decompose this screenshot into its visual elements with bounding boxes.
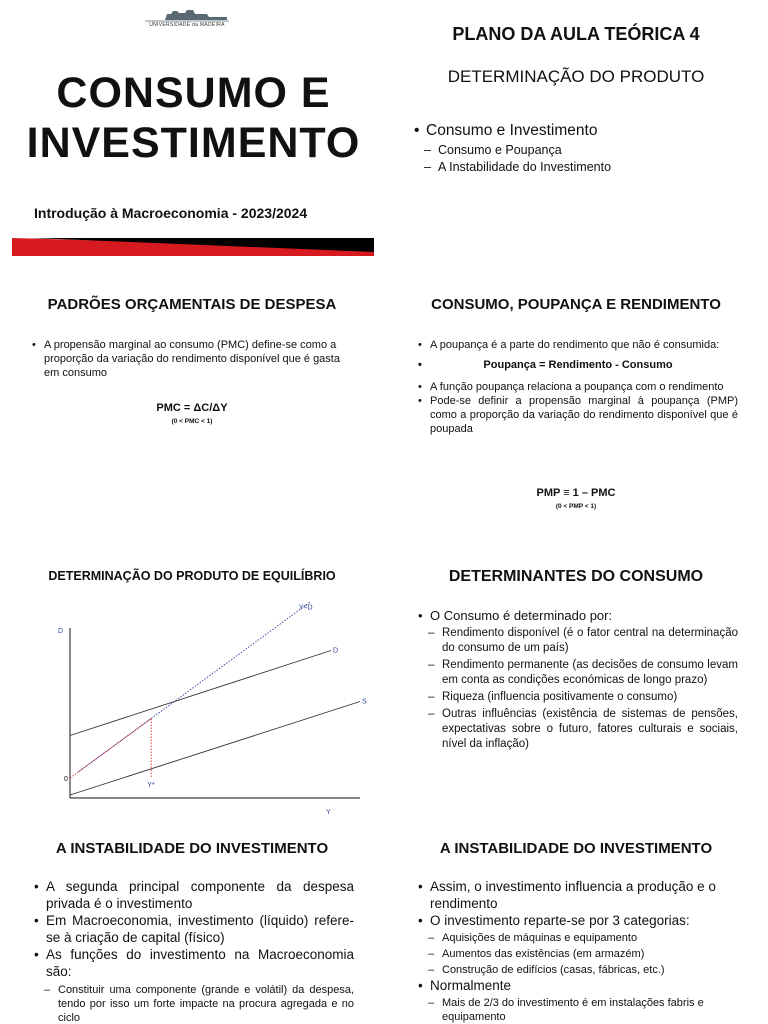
- series-line-y-equals-d: [79, 602, 311, 772]
- title-line-1: CONSUMO E: [56, 69, 331, 117]
- list-item: • As funções do investimento na Macroeconomia são:: [34, 946, 354, 980]
- series-label-s: S: [362, 698, 367, 706]
- main-title: [26, 68, 361, 168]
- list-item: • A poupança é a parte do rendimento que não é consumida:: [418, 338, 738, 352]
- list-item: • Assim, o investimento influencia a produção e o rendimento: [418, 878, 738, 912]
- slide-title: DETERMINAÇÃO DO PRODUTO DE EQUILÍBRIO: [48, 569, 336, 583]
- list-subitem: – Construção de edifícios (casas, fábricas, etc.): [418, 963, 738, 977]
- list-subitem: – Rendimento disponível (é o fator central na determinação do consumo de um país): [418, 626, 738, 656]
- list-item: • Consumo e Investimento: [414, 122, 758, 140]
- list-item: • Normalmente: [418, 977, 738, 994]
- pmc-formula-note: (0 < PMC < 1): [171, 418, 213, 425]
- course-subtitle: Introdução à Macroeconomia - 2023/2024: [34, 205, 308, 221]
- slide-title: A INSTABILIDADE DO INVESTIMENTO: [55, 840, 329, 857]
- series-label-y-equals-d: Y=D: [298, 604, 313, 612]
- list-item: • O investimento reparte-se por 3 categorias:: [418, 912, 738, 929]
- list-item: • O Consumo é determinado por:: [418, 608, 738, 624]
- list-subitem: – Constituir uma componente (grande e volátil) da despesa, tendo por isso um forte impacte na procura agregada e no ciclo: [34, 983, 354, 1024]
- equilibrium-chart-slide: [0, 560, 384, 816]
- list-subitem: – Rendimento permanente (as decisões de consumo levam em conta as condições económicas de longo prazo): [418, 658, 738, 688]
- list-item: • Em Macroeconomia, investimento (líquido) refere-se à criação de capital (físico): [34, 912, 354, 946]
- slide-title: PADRÕES ORÇAMENTAIS DE DESPESA: [47, 296, 337, 313]
- pmp-formula: PMP ≡ 1 – PMC: [536, 487, 616, 499]
- x-axis-label: Y: [326, 809, 331, 816]
- equilibrium-label: Y*: [147, 782, 155, 789]
- series-line-s: [70, 702, 360, 796]
- series-line-d: [70, 651, 331, 736]
- list-item: • A segunda principal componente da despesa privada é o investimento: [34, 878, 354, 912]
- pmc-formula: PMC = ΔC/ΔY: [156, 402, 228, 414]
- list-item: • A propensão marginal ao consumo (PMC) define-se como a proporção da variação do rendimento disponível que é gasta em consumo: [32, 338, 354, 380]
- bullet-list: [32, 338, 354, 380]
- lesson-plan-slide: [384, 0, 768, 256]
- list-item: • Pode-se definir a propensão marginal à poupança (PMP) como a proporção da variação do rendimento disponível que é poupada: [418, 394, 738, 436]
- decorative-banner: [12, 238, 374, 256]
- bullet-list: [418, 878, 738, 1024]
- slide-title: A INSTABILIDADE DO INVESTIMENTO: [439, 840, 713, 857]
- plan-list: [414, 122, 758, 174]
- y-axis-label: D: [58, 628, 64, 635]
- consumption-determinants-slide: [384, 560, 768, 816]
- savings-formula: • Poupança = Rendimento - Consumo: [418, 358, 738, 372]
- investment-instability-slide-2: [384, 830, 768, 1024]
- origin-label: 0: [64, 776, 68, 783]
- savings-slide: [384, 280, 768, 536]
- list-subitem: – Consumo e Poupança: [414, 143, 758, 157]
- list-subitem: – Outras influências (existência de sistemas de pensões, expectativas sobre o futuro, fatores culturais e sociais, nível da inflação): [418, 707, 738, 752]
- logo-text: UNIVERSIDADE da MADEIRA: [149, 22, 225, 28]
- slide-title: DETERMINANTES DO CONSUMO: [448, 568, 704, 585]
- slide-title: CONSUMO, POUPANÇA E RENDIMENTO: [431, 296, 721, 313]
- pmp-formula-note: (0 < PMP < 1): [555, 503, 597, 510]
- list-item: • A função poupança relaciona a poupança com o rendimento: [418, 380, 738, 394]
- logo-graphic: [145, 8, 229, 22]
- series-label-d: D: [333, 647, 339, 655]
- budget-patterns-slide: [0, 280, 384, 536]
- bullet-list: [418, 608, 738, 752]
- slide-title: PLANO DA AULA TEÓRICA 4: [452, 24, 700, 44]
- university-logo: [145, 8, 229, 30]
- list-subitem: – Aquisições de máquinas e equipamento: [418, 931, 738, 945]
- list-subitem: – Mais de 2/3 do investimento é em instalações fabris e equipamento: [418, 996, 738, 1024]
- list-subitem: – A Instabilidade do Investimento: [414, 160, 758, 174]
- bullet-list: [34, 878, 354, 1024]
- title-line-2: INVESTIMENTO: [26, 119, 361, 167]
- list-subitem: – Riqueza (influencia positivamente o consumo): [418, 690, 738, 705]
- slide-subtitle: DETERMINAÇÃO DO PRODUTO: [447, 67, 705, 86]
- title-slide: [0, 0, 384, 256]
- list-subitem: – Aumentos das existências (em armazém): [418, 947, 738, 961]
- equilibrium-chart: [0, 588, 384, 816]
- bullet-list: [418, 338, 738, 436]
- investment-instability-slide-1: [0, 830, 384, 1024]
